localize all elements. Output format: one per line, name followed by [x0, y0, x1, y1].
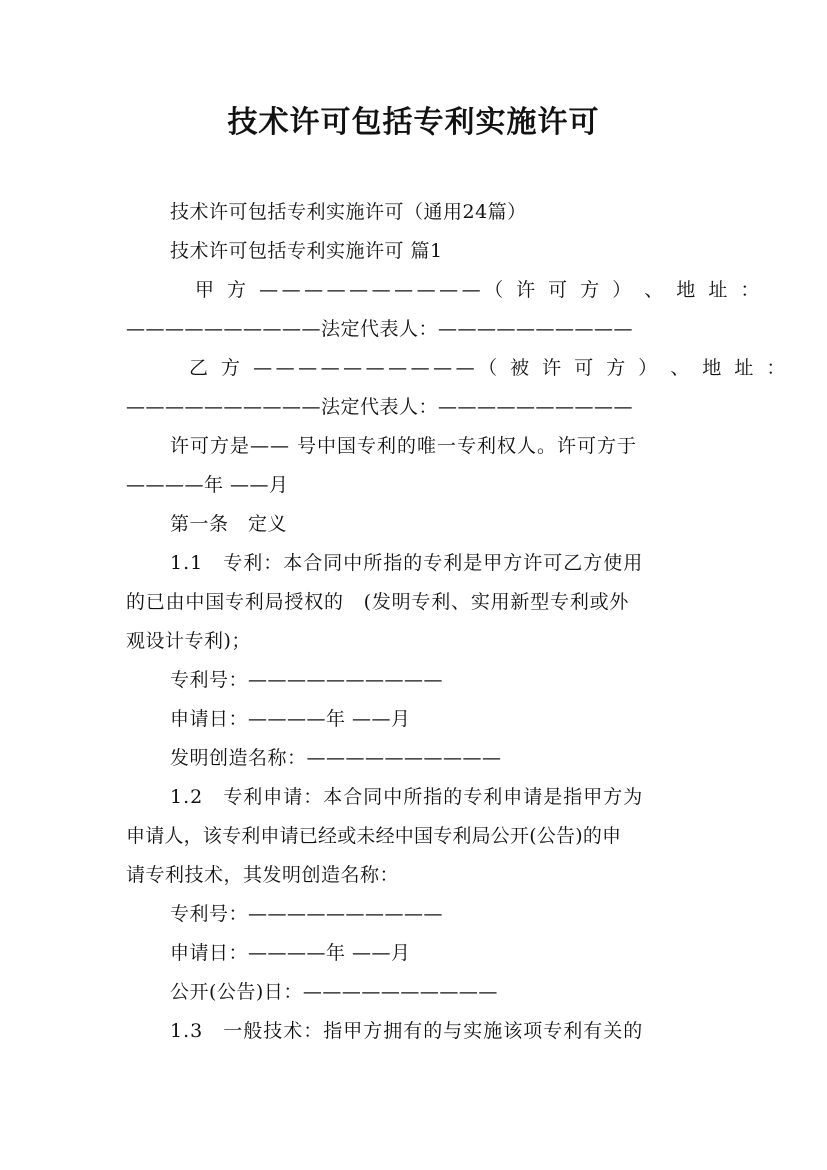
field-line: 专利号：—————————— [170, 903, 444, 925]
party-b-line: 乙 方 ——————————（ 被 许 可 方 ） 、 地 址 ： [189, 357, 789, 379]
paragraph-line: ————年 ——月 [126, 474, 289, 496]
paragraph-line: 1.2 专利申请：本合同中所指的专利申请是指甲方为 [170, 786, 644, 808]
paragraph-line: 观设计专利)； [126, 630, 251, 652]
field-line: 专利号：—————————— [170, 669, 444, 691]
party-b-representative: ——————————法定代表人：—————————— [126, 396, 634, 418]
party-a-representative: ——————————法定代表人：—————————— [126, 318, 634, 340]
paragraph-line: 请专利技术，其发明创造名称： [126, 864, 400, 886]
paragraph-line: 许可方是—— 号中国专利的唯一专利权人。许可方于 [170, 435, 638, 457]
subtitle-line: 技术许可包括专利实施许可（通用24篇） [170, 201, 527, 223]
field-line: 申请日：————年 ——月 [170, 942, 411, 964]
field-line: 发明创造名称：—————————— [170, 747, 502, 769]
document-title: 技术许可包括专利实施许可 [227, 105, 600, 140]
paragraph-line: 1.3 一般技术：指甲方拥有的与实施该项专利有关的 [170, 1020, 644, 1042]
article-heading: 第一条 定义 [170, 513, 288, 535]
paragraph-line: 申请人，该专利申请已经或未经中国专利局公开(公告)的申 [126, 825, 622, 847]
field-line: 公开(公告)日：—————————— [170, 981, 498, 1003]
party-a-line: 甲 方 ——————————（ 许 可 方 ） 、 地 址 ： [195, 279, 763, 301]
paragraph-line: 的已由中国专利局授权的 (发明专利、实用新型专利或外 [126, 591, 630, 613]
section-heading: 技术许可包括专利实施许可 篇1 [170, 240, 443, 262]
paragraph-line: 1.1 专利：本合同中所指的专利是甲方许可乙方使用 [170, 552, 644, 574]
field-line: 申请日：————年 ——月 [170, 708, 411, 730]
